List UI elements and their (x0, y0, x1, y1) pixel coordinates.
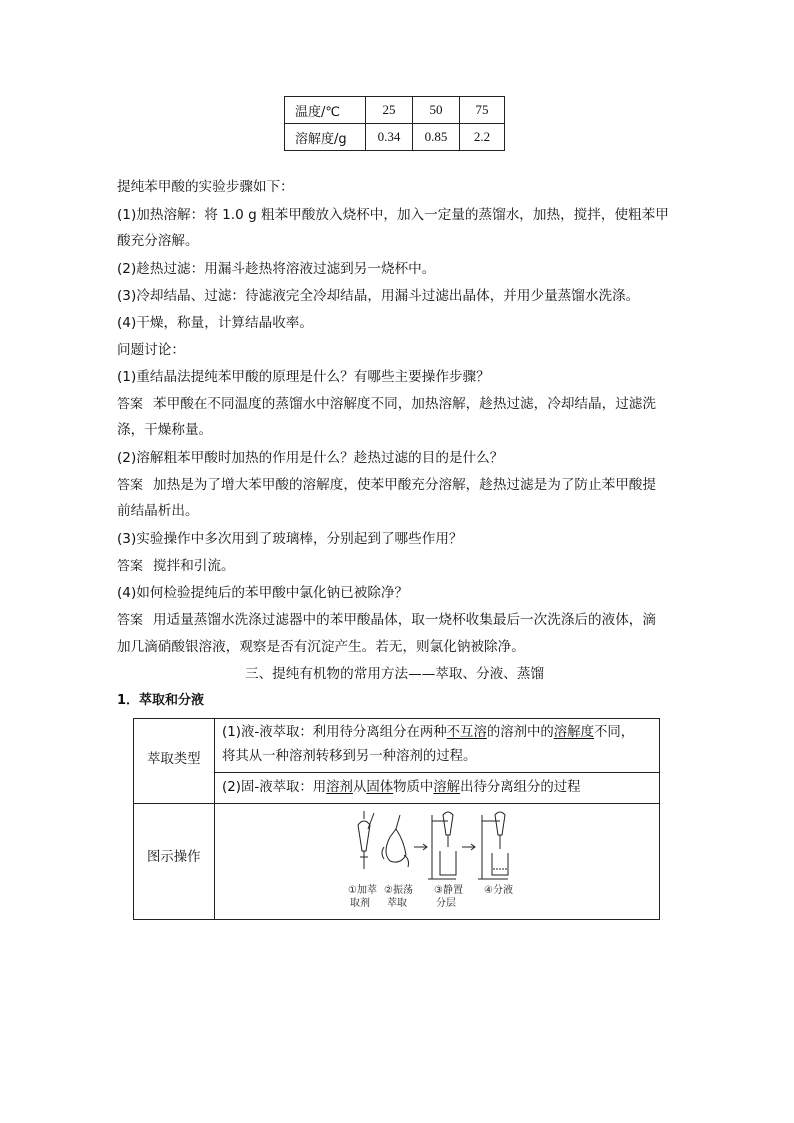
table-cell: 25 (366, 97, 413, 124)
arrow-icon (462, 844, 475, 850)
question-2: (2)溶解粗苯甲酸时加热的作用是什么？趁热过滤的目的是什么？ (117, 450, 504, 466)
text-span: 物质中 (393, 780, 434, 795)
answer-1-line-1 (117, 394, 656, 415)
answer-text: 用适量蒸馏水洗涤过滤器中的苯甲酸晶体，取一烧杯收集最后一次洗涤后的液体，滴 (153, 612, 656, 628)
text-span: 的溶剂中的 (486, 725, 554, 740)
step-1-line-1: (1)加热溶解：将 1.0 g 粗苯甲酸放入烧杯中，加入一定量的蒸馏水，加热，搅拌，使粗苯甲 (117, 207, 669, 223)
key-term: 溶解 (433, 780, 461, 795)
subsection-title: 1．萃取和分液 (117, 693, 205, 708)
steps-title: 提纯苯甲酸的实验步骤如下： (117, 179, 294, 195)
key-term: 溶解度 (553, 725, 594, 740)
step-2-label-line-2: 萃取 (387, 898, 407, 909)
answer-1-line-2: 涤，干燥称量。 (117, 422, 213, 438)
table-cell: 0.34 (366, 124, 413, 151)
row-divider (214, 772, 659, 773)
answer-4-line-2: 加几滴硝酸银溶液，观察是否有沉淀产生。若无，则氯化钠被除净。 (117, 639, 525, 655)
section-title: 三、提纯有机物的常用方法——萃取、分液、蒸馏 (245, 666, 545, 682)
answer-2-line-2: 前结晶析出。 (117, 503, 199, 519)
table-cell: 2.2 (460, 124, 505, 151)
extraction-type-label: 萃取类型 (147, 752, 201, 767)
step-1-line-2: 酸充分溶解。 (117, 233, 199, 249)
answer-text: 苯甲酸在不同温度的蒸馏水中溶解度不同，加热溶解，趁热过滤，冷却结晶，过滤洗 (153, 396, 656, 412)
text-span: (1)液-液萃取：利用待分离组分在两种 (222, 725, 447, 740)
liquid-liquid-line-1 (222, 722, 634, 744)
liquid-liquid-line-2: 将其从一种溶剂转移到另一种溶剂的过程。 (222, 749, 477, 764)
shaking-funnel-icon (382, 815, 409, 867)
key-term: 溶剂 (326, 780, 353, 795)
text-span: (2)固-液萃取：用 (222, 780, 327, 795)
step-4-label: ④分液 (484, 885, 513, 896)
key-term: 固体 (366, 780, 394, 795)
temperature-header: 温度/℃ (285, 97, 366, 124)
answer-label: 答案 (117, 478, 144, 493)
step-3-label-line-2: 分层 (436, 898, 456, 909)
solubility-header: 溶解度/g (285, 124, 366, 151)
table-cell: 0.85 (413, 124, 460, 151)
question-4: (4)如何检验提纯后的苯甲酸中氯化钠已被除净？ (117, 585, 409, 601)
table-cell: 50 (413, 97, 460, 124)
answer-3 (117, 556, 235, 577)
iron-stand-funnel-icon (428, 812, 456, 879)
arrow-icon (414, 844, 427, 850)
table-cell: 75 (460, 97, 505, 124)
answer-2-line-1 (117, 475, 656, 496)
text-span: 出待分离组分的过程 (460, 780, 581, 795)
table-row (285, 124, 505, 151)
text-span: 不同， (593, 725, 635, 740)
step-1-label-line-1: ①加萃 (348, 885, 377, 896)
extraction-table (133, 718, 660, 920)
answer-label: 答案 (117, 397, 144, 412)
row-divider (134, 803, 659, 804)
step-1-label-line-2: 取剂 (350, 898, 370, 909)
answer-label: 答案 (117, 613, 144, 628)
answer-label: 答案 (117, 559, 144, 574)
text-span: 从 (352, 780, 367, 795)
step-2-label-line-1: ②振荡 (384, 885, 413, 896)
separatory-funnel-icon (358, 811, 374, 869)
extraction-procedure-diagram (344, 807, 544, 915)
answer-text: 加热是为了增大苯甲酸的溶解度，使苯甲酸充分溶解，趁热过滤是为了防止苯甲酸提 (153, 477, 656, 493)
solubility-table (284, 96, 505, 151)
column-divider (214, 719, 215, 919)
separating-funnel-icon (478, 812, 508, 879)
answer-text: 搅拌和引流。 (153, 558, 235, 574)
question-1: (1)重结晶法提纯苯甲酸的原理是什么？有哪些主要操作步骤？ (117, 369, 490, 385)
step-2: (2)趁热过滤：用漏斗趁热将溶液过滤到另一烧杯中。 (117, 261, 436, 277)
discussion-title: 问题讨论： (117, 342, 185, 358)
answer-4-line-1 (117, 610, 656, 631)
question-3: (3)实验操作中多次用到了玻璃棒，分别起到了哪些作用？ (117, 531, 463, 547)
table-row (285, 97, 505, 124)
step-3-label-line-1: ③静置 (434, 885, 463, 896)
key-term: 不互溶 (446, 725, 487, 740)
diagram-label: 图示操作 (147, 850, 201, 865)
step-4: (4)干燥，称量，计算结晶收率。 (117, 315, 313, 331)
solid-liquid-line (222, 777, 581, 799)
step-3: (3)冷却结晶、过滤：待滤液完全冷却结晶，用漏斗过滤出晶体，并用少量蒸馏水洗涤。 (117, 288, 640, 304)
